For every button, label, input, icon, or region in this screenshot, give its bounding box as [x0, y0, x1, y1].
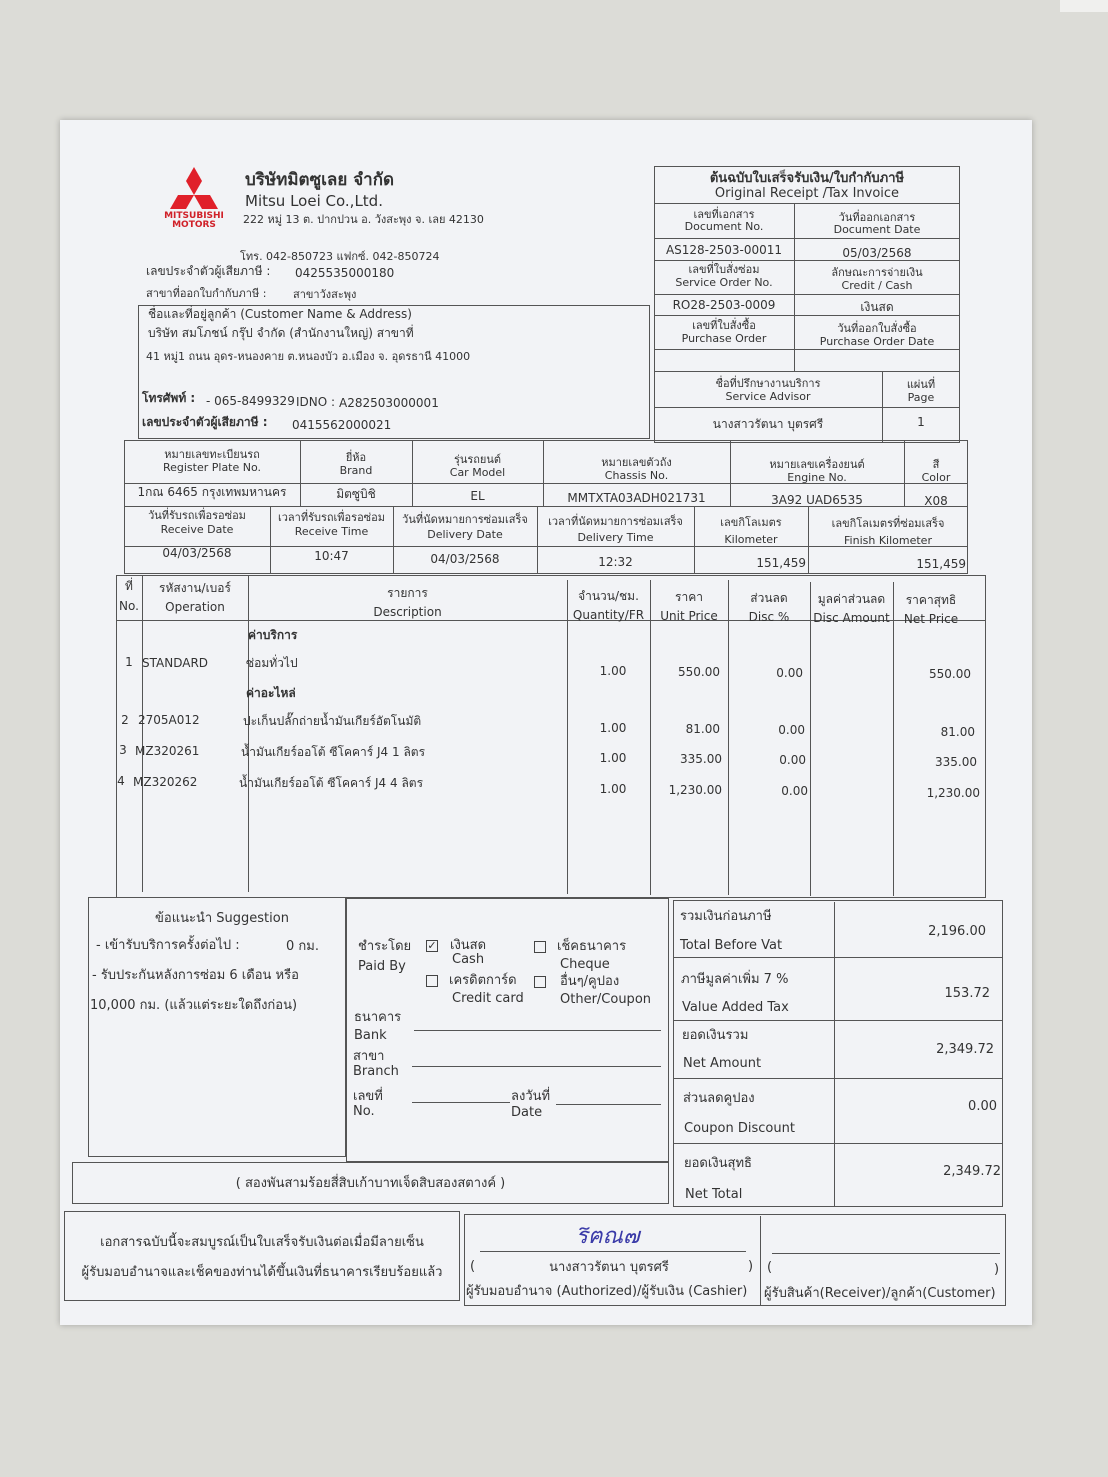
engine-value: 3A92 UAD6535: [771, 493, 863, 507]
customer-name: บริษัท สมโภชน์ กรุ๊ป จำกัด (สำนักงานใหญ่) สาขาที่: [148, 326, 414, 340]
page-label-th: แผ่นที่: [906, 378, 936, 391]
chassis-label-th: หมายเลขตัวถัง: [601, 456, 672, 469]
po-label-th: เลขที่ใบสั่งซื้อ: [692, 319, 756, 332]
coupon-amount: 0.00: [968, 1099, 997, 1114]
svg-text:MOTORS: MOTORS: [172, 220, 216, 229]
color-label-th: สี: [932, 458, 940, 471]
row-desc: ซ่อมทั่วไป: [246, 656, 298, 670]
col-net-en: Net Price: [903, 612, 959, 626]
km-label-en: Kilometer: [724, 533, 778, 546]
credit-label-en: Credit card: [452, 991, 524, 1006]
customer-phone-label: โทรศัพท์ :: [142, 391, 196, 405]
doc-date: 05/03/2568: [842, 246, 912, 260]
cashier-paren-open: (: [470, 1259, 476, 1274]
net-amount-label-en: Net Amount: [683, 1056, 762, 1071]
delivery-time: 12:32: [598, 555, 633, 569]
cashier-name: นางสาวรัตนา บุตรศรี: [549, 1260, 669, 1275]
engine-label-en: Engine No.: [787, 471, 847, 484]
company-tax-id: 0425535000180: [295, 266, 395, 280]
cashier-signature: ร̃ฅณ๗: [576, 1224, 640, 1249]
receive-time-label-en: Receive Time: [294, 525, 369, 538]
row-qty: 1.00: [599, 782, 627, 796]
no-label-en: No.: [353, 1104, 375, 1119]
pay-type-label-en: Credit / Cash: [841, 279, 913, 292]
receive-date-label-en: Receive Date: [160, 523, 234, 536]
plate-label-th: หมายเลขทะเบียนรถ: [164, 448, 260, 461]
doc-date-label-en: Document Date: [833, 223, 921, 236]
brand-value: มิตซูบิชิ: [336, 487, 376, 501]
credit-card-checkbox[interactable]: [426, 975, 438, 987]
col-op-en: Operation: [165, 600, 225, 614]
so-no: RO28-2503-0009: [672, 298, 776, 312]
row-no: 1: [125, 655, 133, 669]
section-service: ค่าบริการ: [248, 628, 298, 642]
date-label-th: ลงวันที่: [511, 1089, 551, 1104]
row-qty: 1.00: [599, 721, 627, 735]
receive-date-label-th: วันที่รับรถเพื่อรอซ่อม: [148, 509, 246, 522]
other-coupon-checkbox[interactable]: [534, 976, 546, 988]
row-op: MZ320261: [135, 744, 200, 758]
pay-type: เงินสด: [860, 300, 894, 314]
customer-tax-id: 0415562000021: [292, 418, 392, 432]
company-name-en: Mitsu Loei Co.,Ltd.: [245, 192, 383, 210]
row-price: 335.00: [680, 752, 722, 766]
delivery-time-label-th: เวลาที่นัดหมายการซ่อมเสร็จ: [548, 515, 683, 528]
row-disc: 0.00: [778, 723, 805, 737]
paid-by-th: ชำระโดย: [358, 939, 412, 954]
page-no: 1: [917, 415, 925, 429]
before-vat-label-th: รวมเงินก่อนภาษี: [680, 909, 772, 924]
col-no-en: No.: [119, 599, 139, 613]
row-net: 1,230.00: [926, 786, 980, 800]
col-op-th: รหัสงาน/เบอร์: [159, 581, 231, 595]
suggestion-box: [88, 897, 346, 1157]
brand-label-en: Brand: [339, 464, 373, 477]
plate-label-en: Register Plate No.: [162, 461, 262, 474]
delivery-date-label-th: วันที่นัดหมายการซ่อมเสร็จ: [402, 513, 528, 526]
delivery-date: 04/03/2568: [430, 552, 500, 566]
delivery-date-label-en: Delivery Date: [427, 528, 503, 541]
customer-phone: - 065-8499329: [206, 394, 295, 408]
row-desc: น้ำมันเกียร์ออโต้ ซีโคคาร์ J4 1 ลิตร: [241, 745, 426, 759]
company-name-th: บริษัทมิตซูเลย จำกัด: [245, 170, 395, 190]
model-label-en: Car Model: [449, 466, 506, 479]
receive-date: 04/03/2568: [162, 546, 232, 560]
suggestion-next-service: - เข้ารับบริการครั้งต่อไป :: [96, 938, 240, 953]
coupon-label-th: ส่วนลดคูปอง: [683, 1091, 755, 1106]
three-diamonds-icon: [158, 165, 230, 229]
po-label-en: Purchase Order: [681, 332, 767, 345]
brand-label-th: ยี่ห้อ: [345, 451, 367, 464]
vat-label-th: ภาษีมูลค่าเพิ่ม 7 %: [681, 972, 789, 987]
doc-date-label-th: วันที่ออกเอกสาร: [838, 211, 916, 224]
delivery-time-label-en: Delivery Time: [577, 531, 654, 544]
footer-note-2: ผู้รับมอบอำนาจและเช็คของท่านได้ขึ้นเงินที่ธนาคารเรียบร้อยแล้ว: [81, 1265, 443, 1280]
col-desc-th: รายการ: [387, 586, 428, 600]
company-branch: สาขาวังสะพุง: [293, 288, 357, 301]
suggestion-title: ข้อแนะนำ Suggestion: [155, 911, 289, 926]
before-vat-amount: 2,196.00: [928, 924, 986, 939]
customer-tax-label: เลขประจำตัวผู้เสียภาษี :: [142, 415, 268, 429]
other-label-en: Other/Coupon: [560, 992, 652, 1007]
col-disc-en: Disc %: [748, 610, 790, 624]
receive-time: 10:47: [314, 549, 349, 563]
sa-label-th: ชื่อที่ปรึกษางานบริการ: [715, 377, 821, 390]
row-op: STANDARD: [142, 656, 209, 670]
receipt-title-en: Original Receipt /Tax Invoice: [714, 186, 900, 201]
doc-no-label-th: เลขที่เอกสาร: [693, 208, 755, 221]
customer-idno-label: IDNO :: [296, 395, 336, 409]
svg-text:MITSUBISHI: MITSUBISHI: [164, 211, 224, 221]
cashier-paren-close: ): [748, 1259, 754, 1274]
net-total-label-en: Net Total: [685, 1187, 743, 1202]
suggestion-warranty: - รับประกันหลังการซ่อม 6 เดือน หรือ: [92, 968, 299, 983]
cash-label-en: Cash: [452, 952, 485, 967]
cheque-label-th: เช็คธนาคาร: [557, 939, 627, 954]
mitsubishi-logo: [158, 165, 230, 229]
row-price: 1,230.00: [668, 783, 722, 797]
receiver-paren-close: ): [994, 1262, 1000, 1277]
model-value: EL: [470, 489, 485, 503]
row-no: 3: [119, 743, 127, 757]
customer-idno: A282503000001: [339, 396, 439, 410]
no-label-th: เลขที่: [353, 1089, 383, 1104]
row-net: 335.00: [935, 755, 977, 769]
page-label-en: Page: [907, 391, 935, 404]
customer-address: 41 หมู่1 ถนน อุดร-หนองคาย ต.หนองบัว อ.เมือง จ. อุดรธานี 41000: [146, 350, 471, 363]
company-phone: โทร. 042-850723 แฟกซ์. 042-850724: [240, 250, 440, 263]
company-branch-label: สาขาที่ออกใบกำกับภาษี :: [146, 287, 267, 300]
bank-field[interactable]: [414, 1030, 661, 1031]
bank-label-th: ธนาคาร: [354, 1010, 402, 1025]
doc-no: AS128-2503-00011: [665, 243, 783, 257]
cheque-label-en: Cheque: [560, 957, 610, 972]
vat-label-en: Value Added Tax: [682, 1000, 789, 1015]
row-desc: น้ำมันเกียร์ออโต้ ซีโคคาร์ J4 4 ลิตร: [239, 776, 424, 790]
col-damt-en: Disc Amount: [813, 611, 890, 625]
color-label-en: Color: [921, 471, 951, 484]
model-label-th: รุ่นรถยนต์: [453, 453, 502, 466]
check-mark-icon: ✓: [427, 939, 437, 952]
po-date-label-en: Purchase Order Date: [819, 335, 935, 348]
cheque-date-field[interactable]: [556, 1104, 661, 1105]
other-label-th: อื่นๆ/คูปอง: [560, 974, 620, 989]
service-advisor: นางสาวรัตนา บุตรศรี: [712, 417, 824, 431]
row-price: 550.00: [678, 665, 720, 679]
net-amount: 2,349.72: [936, 1042, 994, 1057]
row-op: 2705A012: [138, 713, 200, 727]
before-vat-label-en: Total Before Vat: [680, 938, 783, 953]
coupon-label-en: Coupon Discount: [684, 1121, 795, 1136]
cash-label-th: เงินสด: [450, 938, 487, 953]
receipt-title-th: ต้นฉบับใบเสร็จรับเงิน/ใบกำกับภาษี: [709, 171, 905, 186]
finish-km-label-en: Finish Kilometer: [844, 534, 932, 547]
row-disc: 0.00: [776, 666, 803, 680]
col-damt-th: มูลค่าส่วนลด: [817, 592, 886, 606]
plate-no: 1กณ 6465 กรุงเทพมหานคร: [137, 485, 287, 499]
col-disc-th: ส่วนลด: [750, 591, 788, 605]
doc-no-label-en: Document No.: [684, 220, 764, 233]
row-no: 2: [121, 713, 129, 727]
credit-label-th: เครดิตการ์ด: [449, 973, 517, 988]
row-price: 81.00: [685, 722, 720, 736]
customer-label: ชื่อและที่อยู่ลูกค้า (Customer Name & Address): [148, 307, 412, 321]
col-no-th: ที่: [125, 579, 133, 593]
cashier-label: ผู้รับมอบอำนาจ (Authorized)/ผู้รับเงิน (Cashier): [466, 1284, 748, 1299]
cash-checkbox[interactable]: [426, 940, 438, 952]
km-value: 151,459: [756, 556, 806, 570]
receive-time-label-th: เวลาที่รับรถเพื่อรอซ่อม: [277, 511, 386, 524]
suggestion-next-service-value: 0 กม.: [286, 939, 319, 954]
finish-km-label-th: เลขกิโลเมตรที่ซ่อมเสร็จ: [831, 517, 945, 530]
pay-type-label-th: ลักษณะการจ่ายเงิน: [831, 266, 923, 279]
vat-amount: 153.72: [944, 986, 990, 1001]
net-total-label-th: ยอดเงินสุทธิ: [684, 1156, 752, 1171]
footer-note-box: [64, 1211, 460, 1301]
finish-km-value: 151,459: [916, 557, 966, 571]
col-qty-en: Quantity/FR: [572, 608, 645, 622]
row-disc: 0.00: [781, 784, 808, 798]
chassis-value: MMTXTA03ADH021731: [567, 491, 706, 505]
col-price-en: Unit Price: [660, 609, 718, 623]
suggestion-warranty-km: 10,000 กม. (แล้วแต่ระยะใดถึงก่อน): [90, 998, 298, 1013]
footer-note-1: เอกสารฉบับนี้จะสมบูรณ์เป็นใบเสร็จรับเงินต่อเมื่อมีลายเซ็น: [100, 1235, 424, 1250]
branch-label-en: Branch: [353, 1064, 399, 1079]
paid-by-en: Paid By: [358, 959, 406, 974]
net-amount-label-th: ยอดเงินรวม: [682, 1028, 749, 1043]
col-desc-en: Description: [373, 605, 442, 619]
branch-field[interactable]: [412, 1066, 661, 1067]
row-op: MZ320262: [133, 775, 198, 789]
cheque-checkbox[interactable]: [534, 941, 546, 953]
row-net: 81.00: [940, 725, 975, 739]
row-qty: 1.00: [599, 664, 627, 678]
receiver-paren-open: (: [767, 1260, 773, 1275]
section-parts: ค่าอะไหล่: [246, 686, 296, 700]
engine-label-th: หมายเลขเครื่องยนต์: [769, 458, 865, 471]
company-tax-label: เลขประจำตัวผู้เสียภาษี :: [146, 264, 271, 278]
sa-label-en: Service Advisor: [725, 390, 811, 403]
so-label-th: เลขที่ใบสั่งซ่อม: [688, 263, 760, 276]
col-net-th: ราคาสุทธิ: [905, 593, 957, 607]
color-value: X08: [924, 494, 948, 508]
receiver-label: ผู้รับสินค้า(Receiver)/ลูกค้า(Customer): [764, 1286, 996, 1301]
row-disc: 0.00: [779, 753, 806, 767]
background-edge: [1060, 0, 1108, 12]
so-label-en: Service Order No.: [675, 276, 773, 289]
po-date-label-th: วันที่ออกใบสั่งซื้อ: [837, 322, 917, 335]
date-label-en: Date: [511, 1105, 543, 1120]
net-total: 2,349.72: [943, 1164, 1001, 1179]
cheque-no-field[interactable]: [412, 1102, 510, 1103]
km-label-th: เลขกิโลเมตร: [720, 516, 782, 529]
bank-label-en: Bank: [354, 1028, 387, 1043]
chassis-label-en: Chassis No.: [604, 469, 669, 482]
row-qty: 1.00: [599, 751, 627, 765]
branch-label-th: สาขา: [353, 1049, 385, 1064]
col-price-th: ราคา: [675, 590, 703, 604]
col-qty-th: จำนวน/ชม.: [578, 589, 639, 603]
row-no: 4: [117, 774, 125, 788]
company-address: 222 หมู่ 13 ต. ปากปวน อ. วังสะพุง จ. เลย 42130: [243, 213, 484, 226]
row-net: 550.00: [929, 667, 971, 681]
amount-in-words: ( สองพันสามร้อยสี่สิบเก้าบาทเจ็ดสิบสองสตางค์ ): [235, 1176, 506, 1191]
row-desc: ปะเก็นปลั๊กถ่ายน้ำมันเกียร์อัตโนมัติ: [243, 714, 422, 728]
